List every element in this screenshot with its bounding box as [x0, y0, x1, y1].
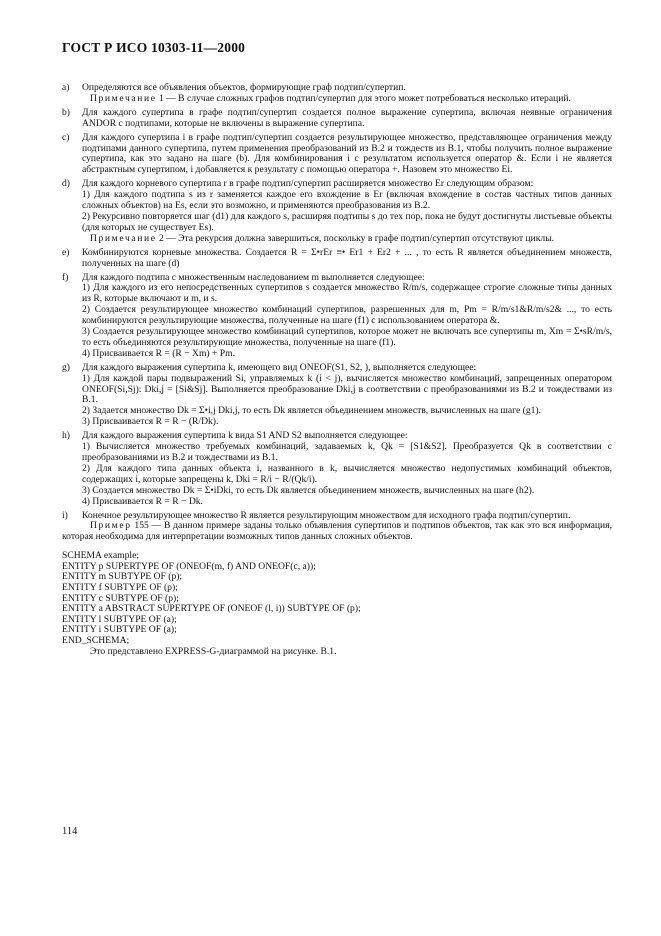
code-line: ENTITY c SUBTYPE OF (p); [62, 592, 179, 604]
list-item-body [82, 363, 612, 428]
list-item-label: d) [62, 178, 70, 190]
note-text: 2 — Эта рекурсия должна завершиться, поскольку в графе подтип/супертип отсутствуют циклы. [156, 232, 555, 244]
list-item-text: Определяются все объявления объектов, формирующие граф подтип/супертип. [82, 82, 406, 93]
sub-step: 3) Создается множество Dk = Σ•iDki, то есть Dk является объединением множеств, вычисленных на шаге (h2). [82, 484, 535, 496]
code-line: SCHEMA example; [62, 550, 140, 562]
list-item-body [82, 108, 612, 130]
note-paragraph [62, 521, 612, 543]
note-prefix: Пример [90, 520, 132, 532]
list-item-label: b) [62, 106, 70, 118]
note-paragraph [62, 234, 612, 245]
code-line: ENTITY a ABSTRACT SUPERTYPE OF (ONEOF (l, i)) SUBTYPE OF (p); [62, 603, 361, 615]
sub-step: 4) Присваивается R = (R − Xm) + Pm. [82, 347, 235, 359]
list-item-text: Для каждого подтипа с множественным наследованием m выполняется следующее: [82, 271, 425, 283]
sub-step: 1) Для каждого из его непосредственных супертипов s создается множество R/m/s, содержащее строгие сложные типы данных из R, которые включают и m, и s. [82, 282, 612, 305]
sub-step: 1) Вычисляется множество требуемых комбинаций, задаваемых k, Qk = [S1&S2]. Преобразуется Qk в соответствии с преобразованиями из В.2 и тождествами из В.1. [82, 441, 612, 463]
list-item [62, 133, 612, 177]
code-line: END_SCHEMA; [62, 635, 130, 646]
sub-step: 1) Для каждой пары подвыражений Si, управляемых k (i < j), вычисляется множество комбинаций, запрещенных оператором ONEOF(Si,Sj): Dki,j = [Si&Sj]. Выполняется преобразование Dki,j в соответствии с преобразованиями из В.2 и тождествами из В.1. [82, 372, 612, 406]
closing-paragraph: Это представлено EXPRESS-G-диаграммой на рисунке. В.1. [90, 645, 337, 657]
list-item [62, 363, 612, 428]
sub-step: 4) Присваивается R = R − Dk. [82, 495, 203, 507]
code-line: ENTITY l SUBTYPE OF (a); [62, 613, 177, 625]
list-item-label: f) [62, 271, 69, 283]
list-item-label: c) [62, 131, 70, 143]
list-item-label: h) [62, 430, 70, 442]
sub-step: 1) Для каждого подтипа s из r заменяется каждое его вхождение в Er (включая вхождение в состав частных типов данных сложных объектов) на Es, если это возможно, и применяются преобразования из В.2. [82, 189, 612, 212]
code-line: ENTITY f SUBTYPE OF (p); [62, 582, 178, 594]
code-line: ENTITY m SUBTYPE OF (p); [62, 571, 183, 583]
list-item-body [82, 248, 612, 270]
list-item [62, 179, 612, 234]
document-header: ГОСТ Р ИСО 10303-11—2000 [62, 40, 246, 55]
list-item-text: Для каждого выражения супертипа k, имеющего вид ONEOF(S1, S2, ), выполняется следующее: [82, 361, 477, 373]
note-prefix: Примечание [90, 232, 157, 244]
list-item [62, 248, 612, 270]
document-body [62, 80, 612, 658]
note-text: 1 — В случае сложных графов подтип/супертип для этого может потребоваться несколько итераций. [156, 92, 571, 104]
list-item-text: Для каждого супертипа i в графе подтип/супертип создается результирующее множество, представляющее ограничения между подтипами данного супертипа, путем применения преобразований из В.2 и тождеств из В.1, чтобы получить полное выражение супертипа, как это задано на шаге (b). Для комбинирования i с результатом используется оператор &. Если i не является абстрактным супертипом, i добавляется к результату с помощью оператора +. Назовем это множество Ei. [82, 131, 612, 176]
note-prefix: Примечание [90, 92, 157, 104]
code-block [62, 551, 612, 646]
list-item-body [82, 273, 612, 360]
list-item-body [82, 431, 612, 507]
list-item-text: Для каждого корневого супертипа r в графе подтип/супертип расширяется множество Er следующим образом: [82, 178, 534, 190]
code-line: ENTITY i SUBTYPE OF (a); [62, 624, 177, 636]
list-item-label: i) [62, 509, 68, 521]
note-paragraph [62, 94, 612, 105]
page-number: 114 [62, 826, 78, 837]
list-item [62, 431, 612, 507]
list-item-text: Для каждого супертипа в графе подтип/супертип создается полное выражение супертипа, включая неявные ограничения ANDOR с подтипами, которые не включены в выражение супертипа. [82, 106, 612, 129]
list-item-body [82, 179, 612, 234]
list-item-text: Комбинируются корневые множества. Создается R = Σ•rEr ≡• Er1 + Er2 + ... , то есть R является объединением множеств, полученных на шаге (d) [82, 246, 612, 269]
sub-step: 2) Для каждого типа данных объекта i, названного в k, вычисляется множество недопустимых комбинаций объектов, содержащих i, которые запрещены k, Dki = R/i − R/(Qk/i). [82, 462, 612, 485]
note-text: 155 — В данном примере заданы только объявления супертипов и подтипов объектов, так как это вся информация, которая необходима для интерпретации возможных типов данных сложных объектов. [62, 520, 612, 543]
list-item-text: Для каждого выражения супертипа k вида S1 AND S2 выполняется следующее: [82, 430, 408, 442]
list-item-text: Конечное результирующее множество R является результирующим множеством для исходного графа подтип/супертип. [82, 509, 571, 521]
sub-step: 3) Присваивается R = R − (R/Dk). [82, 416, 219, 428]
list-item [62, 273, 612, 360]
list-item-label: e) [62, 246, 70, 258]
sub-step: 3) Создается результирующее множество комбинаций супертипов, которое может не включать все супертипы m, Xm = Σ•sR/m/s, то есть объединяются результирующие множества, полученные на шаге (f1). [82, 326, 612, 348]
list-item-label: g) [62, 361, 70, 373]
list-item-body [82, 133, 612, 177]
sub-step: 2) Рекурсивно повторяется шаг (d1) для каждого s, расширяя подтипы s до тех пор, пока не будут достигнуты листьевые объекты (для которых не существует Es). [82, 210, 612, 233]
sub-step: 2) Задается множество Dk = Σ•i,j Dki,j, то есть Dk является объединением множеств, вычисленных на шаге (g1). [82, 405, 542, 417]
list-item [62, 108, 612, 130]
sub-step: 2) Создается результирующее множество комбинаций супертипов, разрешенных для m, Pm = R/m/s1&R/m/s2& ..., то есть комбинируются результирующие множества, полученные на шаге (f1) с использованием оператора &. [82, 304, 612, 327]
code-line: ENTITY p SUPERTYPE OF (ONEOF(m, f) AND ONEOF(c, a)); [62, 560, 316, 572]
list-item-label: a) [62, 82, 70, 93]
